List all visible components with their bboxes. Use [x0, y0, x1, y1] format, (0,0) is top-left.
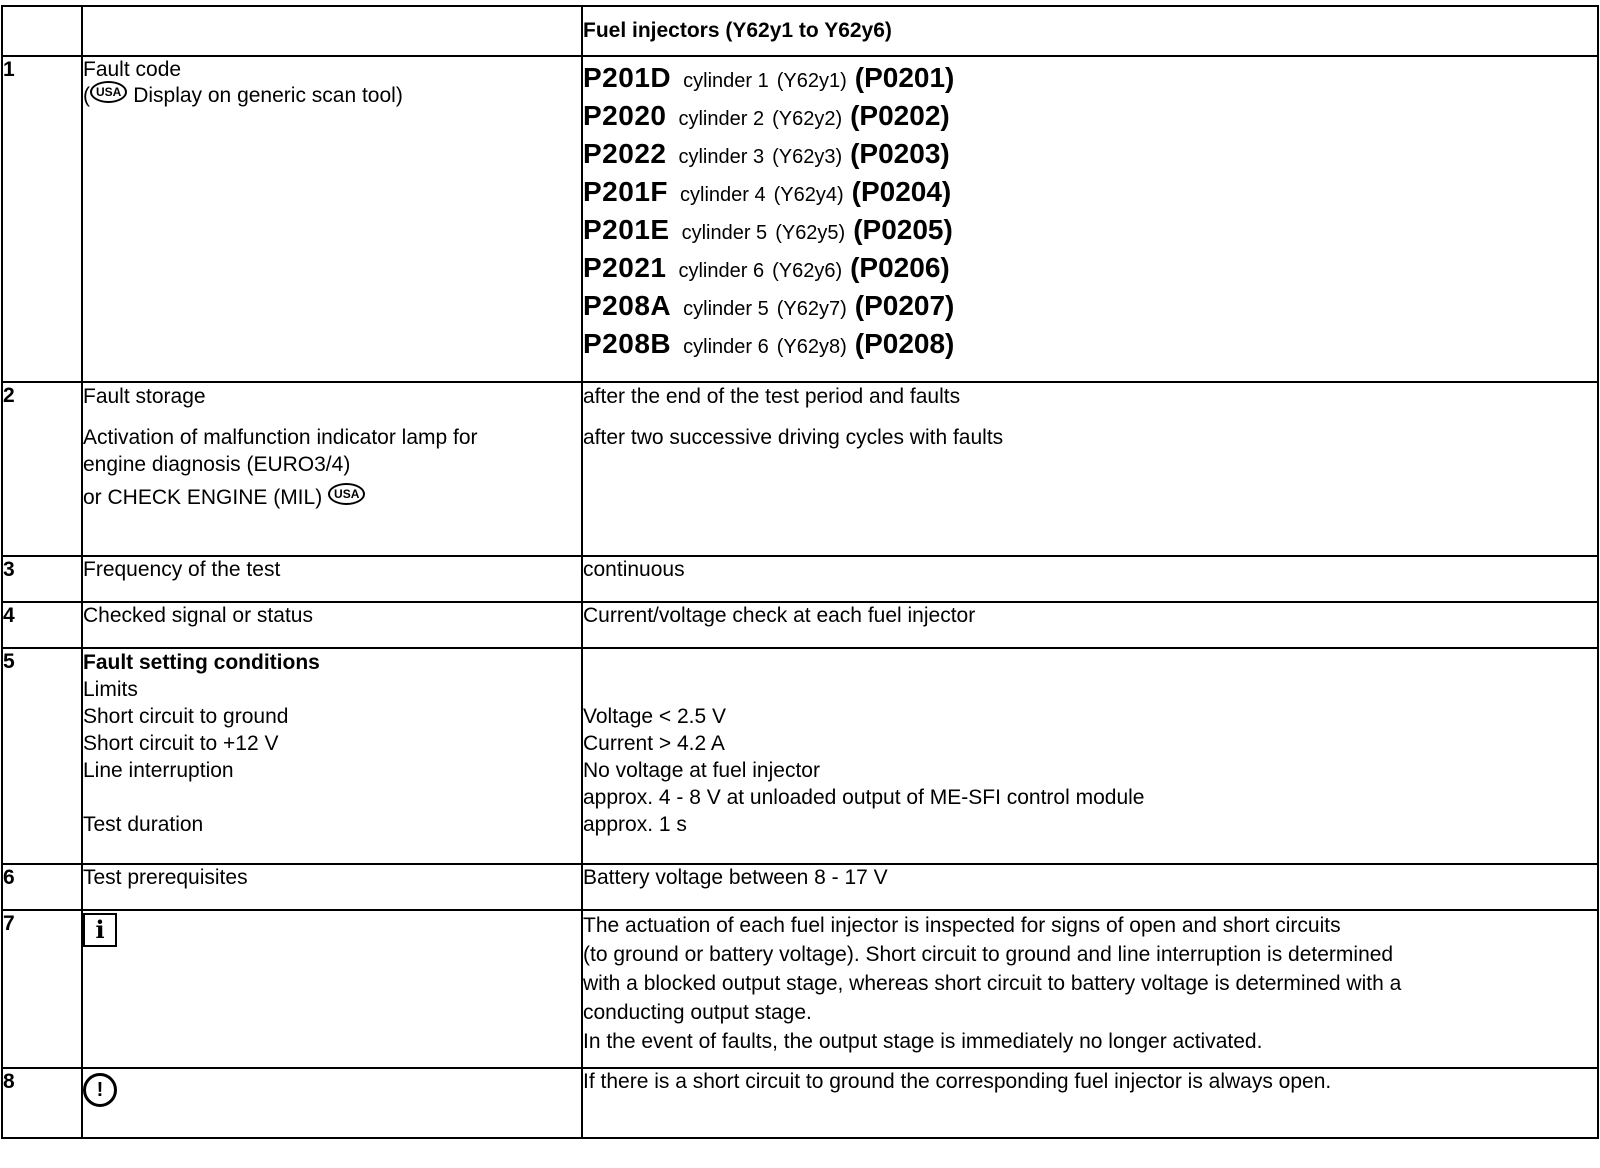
fault-setting-title: Fault setting conditions	[83, 651, 320, 674]
mil-label-line-3	[83, 484, 581, 511]
test-frequency-label: Frequency of the test	[82, 556, 582, 602]
obd-code: (P0202)	[850, 100, 950, 131]
test-frequency-value: continuous	[582, 556, 1598, 602]
test-prerequisites-value: Battery voltage between 8 - 17 V	[582, 864, 1598, 910]
test-prerequisites-label: Test prerequisites	[82, 864, 582, 910]
info-line: The actuation of each fuel injector is inspected for signs of open and short circuits	[583, 914, 1341, 937]
fault-code: P2022	[583, 138, 667, 169]
line-interruption-value-2: approx. 4 - 8 V at unloaded output of ME-SFI control module	[583, 786, 1145, 809]
row-number: 8	[2, 1068, 82, 1138]
list-item	[583, 62, 1597, 103]
row-test-frequency	[2, 556, 1598, 602]
obd-code: (P0203)	[850, 138, 950, 169]
checked-signal-label: Checked signal or status	[82, 602, 582, 648]
fault-code: P2021	[583, 252, 667, 283]
generic-scan-note: Display on generic scan tool)	[133, 84, 403, 107]
fault-code-label: Fault code	[83, 58, 182, 81]
list-item	[583, 328, 1597, 369]
row-number: 6	[2, 864, 82, 910]
mil-label-line-1: Activation of malfunction indicator lamp for	[83, 426, 478, 449]
fault-storage-value-cell	[582, 382, 1598, 556]
row-number: 3	[2, 556, 82, 602]
obd-code: (P0206)	[850, 252, 950, 283]
fault-setting-label-cell	[82, 648, 582, 864]
table-header-row	[2, 6, 1598, 56]
mil-label-line-2: engine diagnosis (EURO3/4)	[83, 453, 351, 476]
line-interruption-value-1: No voltage at fuel injector	[583, 759, 820, 782]
cylinder-label: cylinder 6	[678, 260, 765, 282]
cylinder-label: cylinder 5	[681, 222, 768, 244]
row-warning-note	[2, 1068, 1598, 1138]
line-interruption-label: Line interruption	[83, 759, 234, 782]
component-ref: (Y62y3)	[772, 146, 843, 168]
mil-activation-value: after two successive driving cycles with faults	[583, 426, 1004, 449]
sc-ground-value: Voltage < 2.5 V	[583, 705, 727, 728]
cylinder-label: cylinder 3	[678, 146, 765, 168]
obd-code: (P0207)	[854, 290, 955, 321]
list-item	[583, 100, 1597, 141]
obd-code: (P0201)	[854, 62, 955, 93]
info-icon: i	[83, 913, 117, 947]
sc-ground-label: Short circuit to ground	[83, 705, 289, 728]
component-ref: (Y62y7)	[776, 298, 847, 320]
cylinder-label: cylinder 4	[680, 184, 766, 206]
row-number: 5	[2, 648, 82, 864]
component-ref: (Y62y4)	[773, 184, 844, 206]
row-fault-code	[2, 56, 1598, 382]
row-number: 7	[2, 910, 82, 1068]
sc-12v-label: Short circuit to +12 V	[83, 732, 279, 755]
row-number: 4	[2, 602, 82, 648]
sc-12v-value: Current > 4.2 A	[583, 732, 725, 755]
info-line: In the event of faults, the output stage is immediately no longer activated.	[583, 1030, 1263, 1053]
info-note-text	[582, 910, 1598, 1068]
fault-code-sublabel	[83, 83, 581, 109]
row-fault-setting-conditions	[2, 648, 1598, 864]
component-ref: (Y62y6)	[772, 260, 843, 282]
row-checked-signal	[2, 602, 1598, 648]
fault-code-label-cell	[82, 56, 582, 382]
list-item	[583, 138, 1597, 179]
check-engine-label: or CHECK ENGINE (MIL)	[83, 486, 323, 509]
row-fault-storage	[2, 382, 1598, 556]
fault-storage-label-cell	[82, 382, 582, 556]
header-num-cell	[2, 6, 82, 56]
fuel-injector-spec-table	[1, 5, 1599, 1139]
usa-badge-icon: USA	[328, 483, 365, 505]
fault-storage-value: after the end of the test period and faults	[583, 385, 961, 408]
component-ref: (Y62y1)	[776, 70, 847, 92]
limits-label: Limits	[83, 678, 138, 701]
header-label-cell	[82, 6, 582, 56]
info-line: (to ground or battery voltage). Short circuit to ground and line interruption is determined	[583, 943, 1394, 966]
row-number: 1	[2, 56, 82, 382]
fault-code-list	[582, 56, 1598, 382]
warning-icon: !	[83, 1073, 117, 1107]
component-ref: (Y62y8)	[776, 336, 847, 358]
fault-code: P2020	[583, 100, 667, 131]
cylinder-label: cylinder 5	[683, 298, 769, 320]
fault-code: P208B	[583, 328, 672, 359]
component-ref: (Y62y5)	[775, 222, 846, 244]
fault-code: P201F	[583, 176, 668, 207]
warning-note-text: If there is a short circuit to ground the corresponding fuel injector is always open.	[582, 1068, 1598, 1138]
checked-signal-value: Current/voltage check at each fuel injector	[582, 602, 1598, 648]
row-number: 2	[2, 382, 82, 556]
fault-setting-value-cell	[582, 648, 1598, 864]
row-info-note	[2, 910, 1598, 1068]
fault-code: P208A	[583, 290, 672, 321]
fault-code: P201D	[583, 62, 672, 93]
test-duration-label: Test duration	[83, 813, 204, 836]
info-line: with a blocked output stage, whereas short circuit to battery voltage is determined with a	[583, 972, 1402, 995]
list-item	[583, 252, 1597, 293]
cylinder-label: cylinder 2	[678, 108, 765, 130]
fault-code: P201E	[583, 214, 670, 245]
usa-badge-icon: USA	[90, 81, 127, 103]
warning-icon-cell	[82, 1068, 582, 1138]
open-paren: (	[83, 84, 90, 107]
component-ref: (Y62y2)	[772, 108, 843, 130]
fault-storage-label: Fault storage	[83, 385, 206, 408]
obd-code: (P0205)	[853, 214, 953, 245]
cylinder-label: cylinder 6	[683, 336, 769, 358]
cylinder-label: cylinder 1	[683, 70, 769, 92]
info-icon-cell	[82, 910, 582, 1068]
header-title: Fuel injectors (Y62y1 to Y62y6)	[582, 6, 1598, 56]
list-item	[583, 290, 1597, 331]
list-item	[583, 214, 1597, 255]
test-duration-value: approx. 1 s	[583, 813, 687, 836]
obd-code: (P0204)	[851, 176, 952, 207]
row-test-prerequisites	[2, 864, 1598, 910]
obd-code: (P0208)	[854, 328, 955, 359]
list-item	[583, 176, 1597, 217]
info-line: conducting output stage.	[583, 1001, 812, 1024]
